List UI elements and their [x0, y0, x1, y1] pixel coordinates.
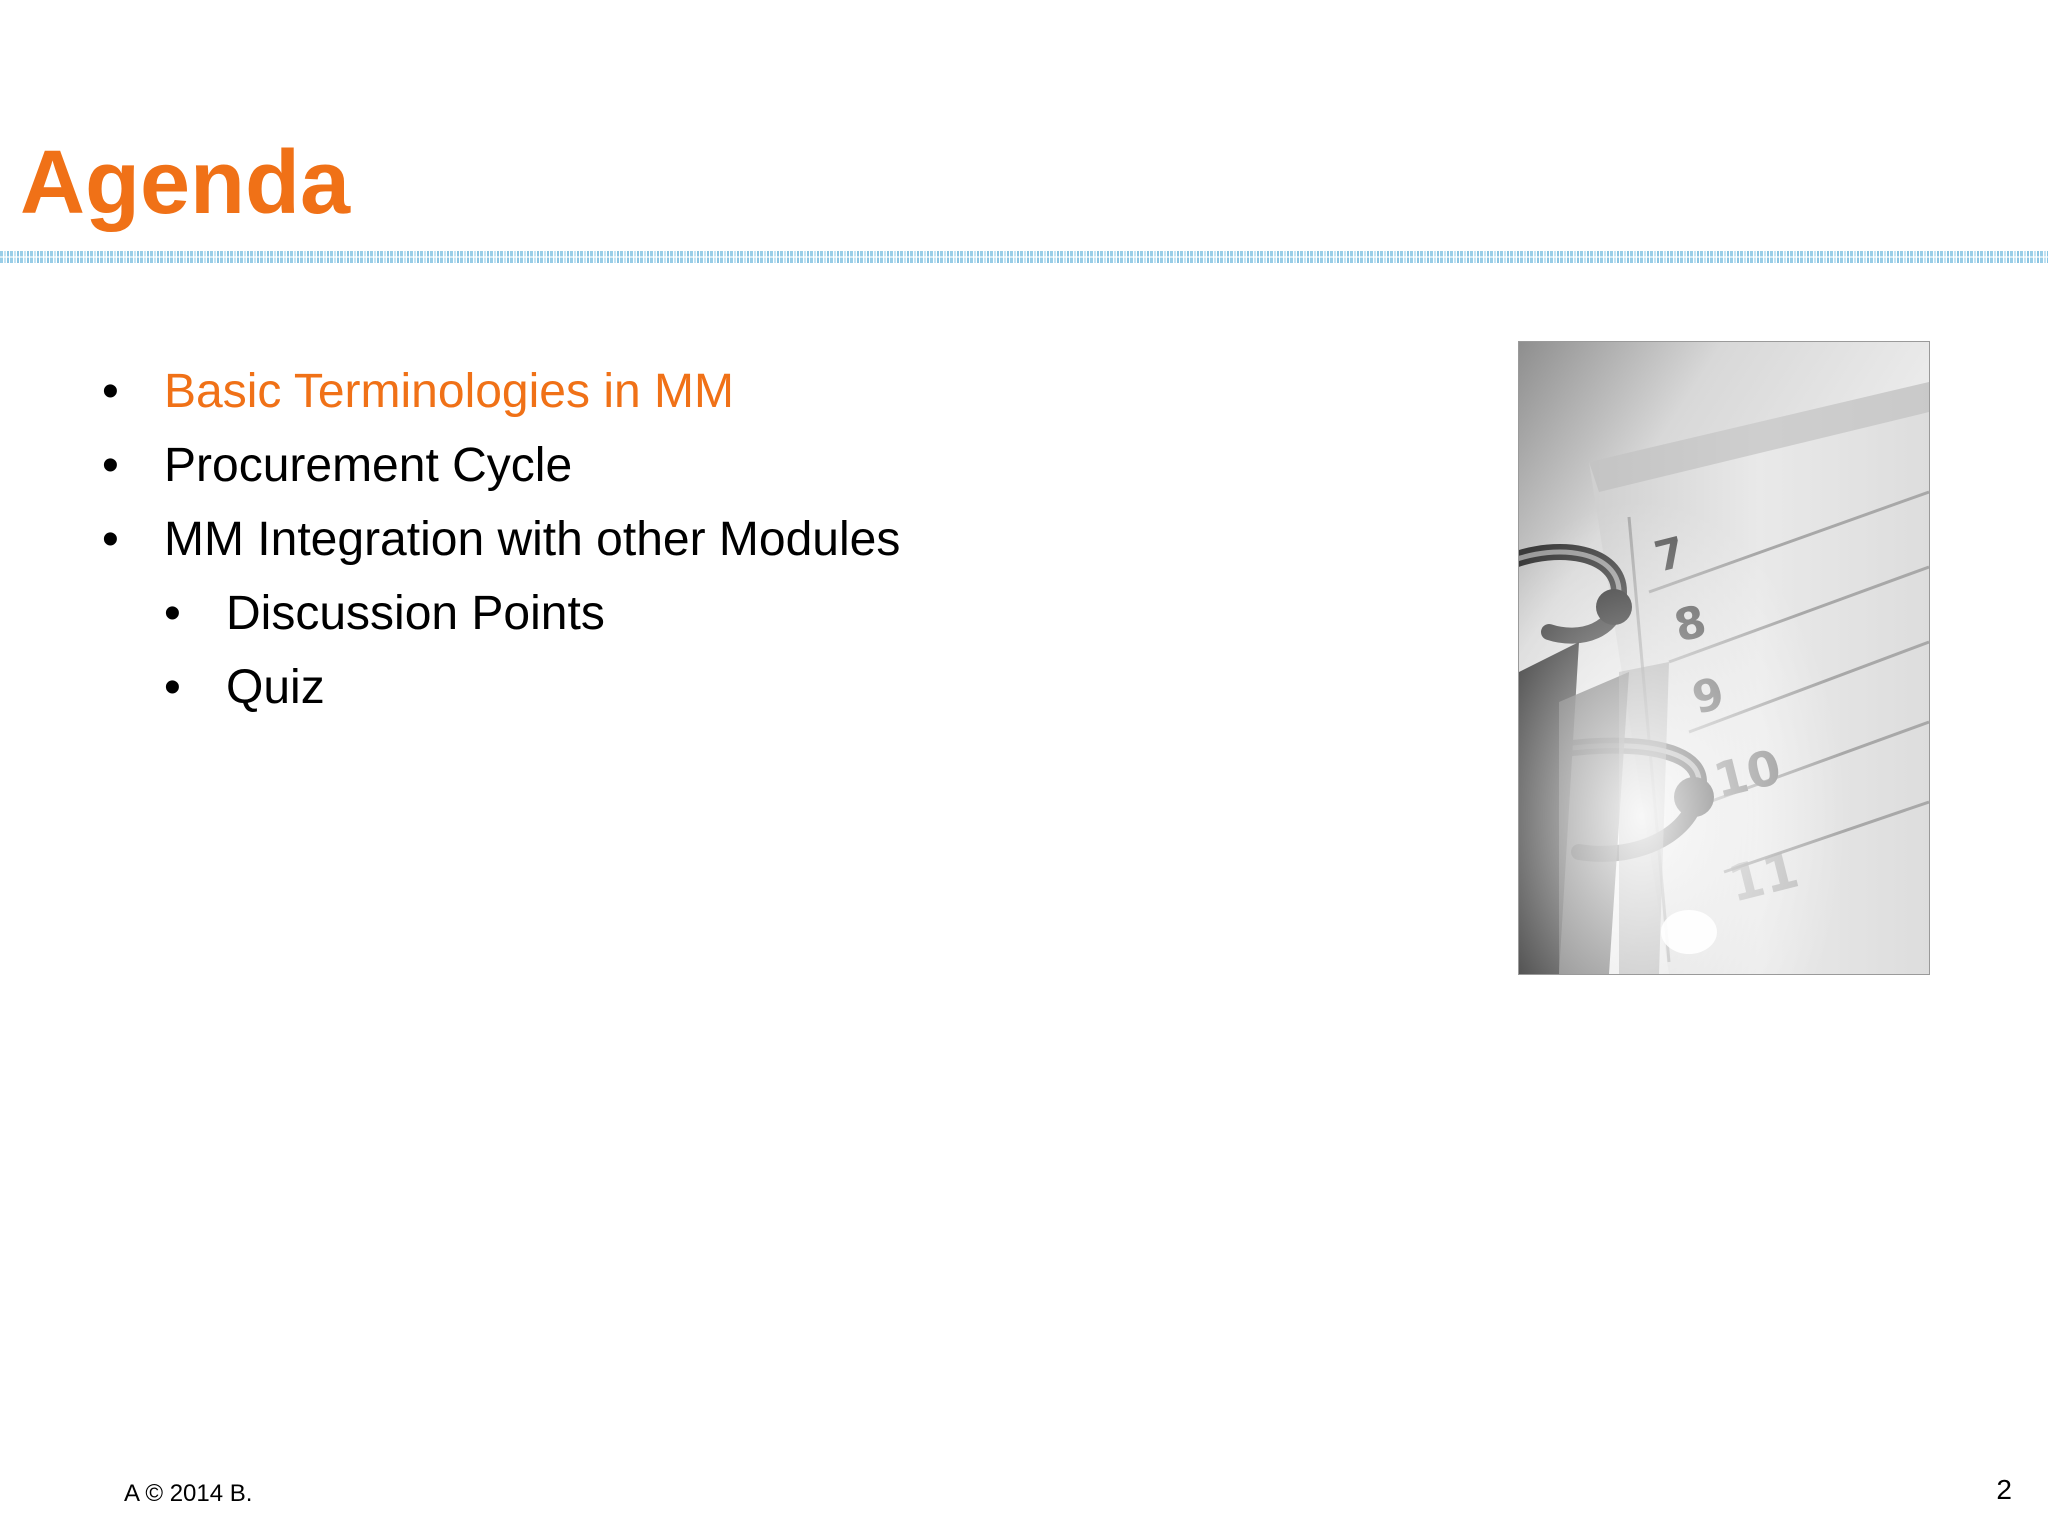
agenda-item-procurement-cycle	[100, 429, 900, 503]
agenda-item-label: Discussion Points	[226, 587, 605, 640]
agenda-item-quiz	[162, 651, 900, 725]
bullet-icon: •	[164, 661, 181, 714]
footer-copyright: A © 2014 B.	[124, 1480, 253, 1507]
agenda-list	[100, 355, 900, 725]
calendar-photo-illustration	[1519, 342, 1929, 974]
agenda-item-label: MM Integration with other Modules	[164, 513, 901, 566]
agenda-item-basic-terminologies	[100, 355, 900, 429]
agenda-item-discussion-points	[162, 577, 900, 651]
page-number: 2	[1996, 1474, 2012, 1505]
agenda-item-label: Basic Terminologies in MM	[164, 365, 734, 418]
agenda-item-label: Quiz	[226, 661, 325, 714]
agenda-item-label: Procurement Cycle	[164, 439, 573, 492]
title-divider	[0, 251, 2048, 263]
calendar-binder-photo	[1518, 341, 1930, 975]
agenda-item-mm-integration	[100, 503, 900, 577]
bullet-icon: •	[164, 587, 181, 640]
bullet-icon: •	[102, 439, 119, 492]
bullet-icon: •	[102, 513, 119, 566]
slide-title: Agenda	[20, 133, 351, 233]
bullet-icon: •	[102, 365, 119, 418]
